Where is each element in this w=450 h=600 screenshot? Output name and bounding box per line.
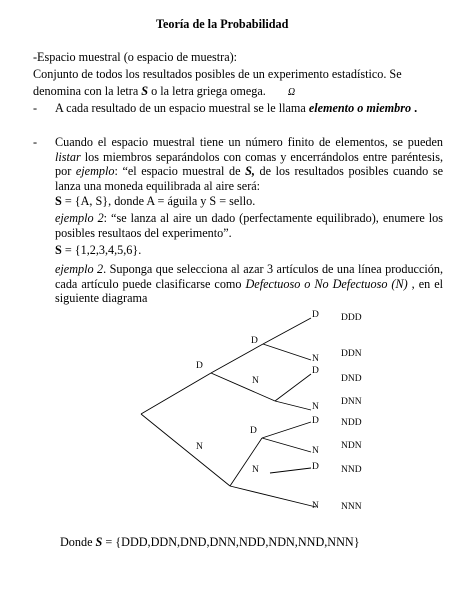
tree-level3-1: D <box>312 310 319 320</box>
definition-symbol-s: S <box>141 84 149 98</box>
tree-level3-2: N <box>312 354 319 364</box>
example-die-label: ejemplo 2 <box>55 211 104 225</box>
example-die-text: : “se lanza al aire un dado (perfectamente equilibrado), enumere los posibles resultaos del experimento”. <box>55 211 443 240</box>
example-articles-label: ejemplo 2 <box>55 262 104 276</box>
outcome-3: DND <box>341 374 362 384</box>
bullet-2-text-b: los miembros separándolos con comas y encerrándolos entre paréntesis, por <box>55 149 443 179</box>
tree-level2-d-2: D <box>250 426 257 436</box>
tree-labels <box>196 310 362 512</box>
branch-root-d <box>141 373 211 414</box>
branch-n-n <box>230 486 316 507</box>
tree-level1-n: N <box>196 442 203 452</box>
outcome-4: DNN <box>341 397 362 407</box>
tree-branches <box>141 318 316 507</box>
branch-d-n <box>211 373 275 401</box>
omega-symbol: Ω <box>287 87 296 98</box>
definition-line-1: Conjunto de todos los resultados posibles de un experimento estadístico. Se <box>33 67 402 81</box>
example-articles-text-b: , en el siguiente diagrama <box>55 276 443 306</box>
tree-level2-n-1: N <box>252 376 259 386</box>
tree-level3-7: D <box>312 462 319 472</box>
branch-nd-n <box>262 438 311 452</box>
outcome-1: DDD <box>341 313 362 323</box>
example-articles-text-a: . Suponga que selecciona al azar 3 artículos de una línea producción, cada artículo puede clasificarse como <box>55 262 443 291</box>
bullet-2-dash: - <box>33 135 38 149</box>
eq2-text: = {1,2,3,4,5,6}. <box>61 243 142 257</box>
tree-level3-4: N <box>312 402 319 412</box>
bullet-1-text-b: . <box>411 101 418 115</box>
final-sample-space <box>60 535 360 550</box>
bullet-1-dash: - <box>33 101 38 115</box>
bullet-1-text-a: A cada resultado de un espacio muestral se le llama <box>55 101 309 115</box>
tree-level2-d-1: D <box>251 336 258 346</box>
tree-level3-8: N <box>312 501 319 511</box>
branch-dd-d <box>263 318 311 344</box>
eq1-text: = {A, S}, donde A = águila y S = sello. <box>61 194 256 208</box>
branch-d-d <box>211 344 263 373</box>
branch-dn-n <box>275 401 311 410</box>
outcome-5: NDD <box>341 418 362 428</box>
branch-n-d <box>230 438 262 486</box>
final-symbol-s: S <box>95 535 103 549</box>
tree-level2-n-2: N <box>252 465 259 475</box>
final-text-b: = {DDD,DDN,DND,DNN,NDD,NDN,NND,NNN} <box>102 535 360 549</box>
eq1-symbol-s: S <box>55 194 62 208</box>
bullet-2-listar: listar <box>55 149 81 164</box>
branch-dd-n <box>263 344 311 360</box>
bullet-2-text-a: Cuando el espacio muestral tiene un número finito de elementos, se pueden <box>55 135 443 149</box>
branch-nn-d <box>270 468 311 473</box>
bullet-1-emphasis: elemento o miembro <box>308 101 412 115</box>
branch-root-n <box>141 414 230 486</box>
branch-nd-d <box>262 422 311 438</box>
bullet-2-ejemplo: ejemplo <box>75 164 115 179</box>
final-text-a: Donde <box>60 535 96 549</box>
bullet-2-symbol-s: S, <box>245 164 255 179</box>
page-title: Teoría de la Probabilidad <box>156 17 289 31</box>
section-heading: -Espacio muestral (o espacio de muestra): <box>33 50 238 64</box>
tree-level3-3: D <box>312 366 319 376</box>
outcome-8: NNN <box>341 502 362 512</box>
definition-text-b: o la letra griega omega. <box>148 84 266 98</box>
tree-level3-5: D <box>312 416 319 426</box>
tree-level1-d: D <box>196 361 203 371</box>
definition-text-a: denomina con la letra <box>33 84 142 98</box>
bullet-2-text-d: de los resultados posibles cuando se lanza una moneda equilibrada al aire será: <box>55 164 443 193</box>
bullet-2-text-c: : “el espacio muestral de <box>114 164 246 179</box>
eq2-symbol-s: S <box>55 243 62 257</box>
example-articles-defectuoso: Defectuoso o No Defectuoso (N) <box>245 276 408 291</box>
branch-dn-d <box>275 374 311 401</box>
outcome-6: NDN <box>341 441 362 451</box>
outcome-7: NND <box>341 465 362 475</box>
outcome-2: DDN <box>341 349 362 359</box>
tree-level3-6: N <box>312 446 319 456</box>
